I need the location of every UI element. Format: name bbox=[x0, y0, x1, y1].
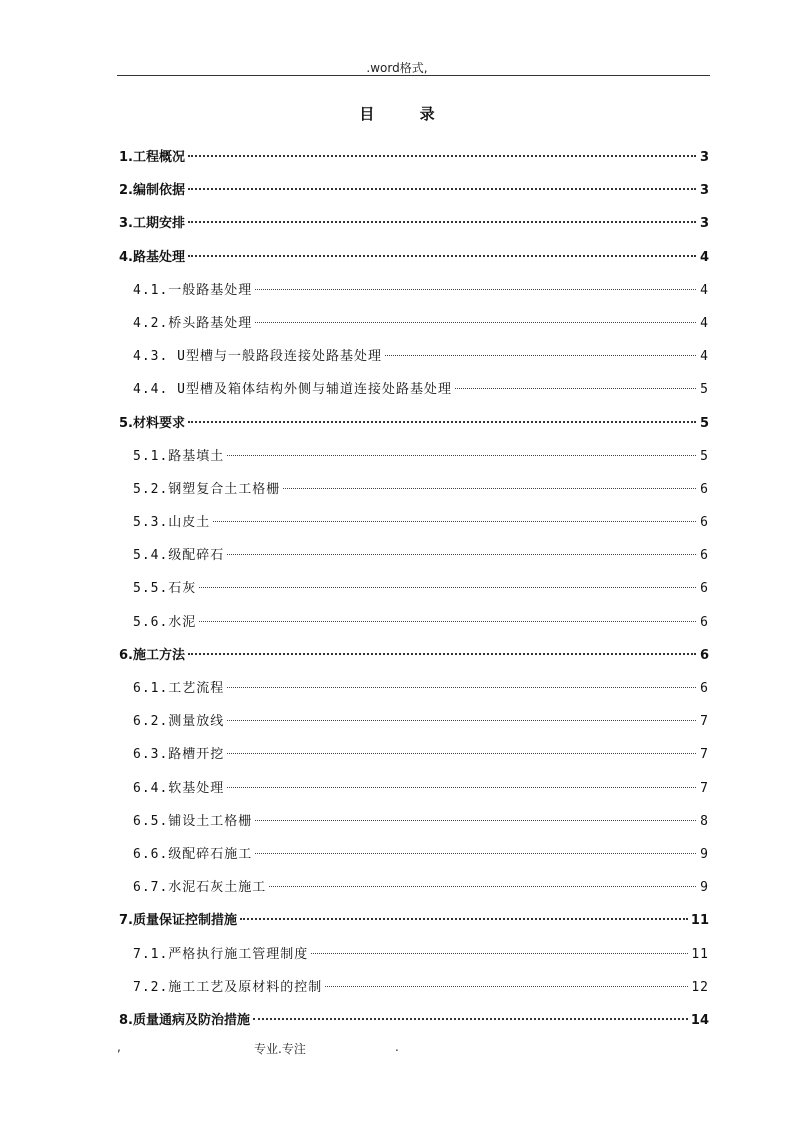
toc-title: 目 录 bbox=[359, 105, 455, 123]
toc-entry-label: 5.2.钢塑复合土工格栅 bbox=[133, 481, 281, 497]
toc-entry-page-number: 9 bbox=[700, 846, 709, 862]
footer-left-mark: , bbox=[117, 1040, 121, 1054]
toc-entry-label: 1.工程概况 bbox=[119, 150, 185, 165]
toc-entry[interactable] bbox=[119, 245, 709, 278]
toc-dot-leader bbox=[188, 255, 696, 257]
toc-entry-label: 2.编制依据 bbox=[119, 183, 185, 199]
toc-dot-leader bbox=[227, 787, 696, 788]
toc-dot-leader bbox=[188, 155, 696, 157]
toc-entry-label: 4.1.一般路基处理 bbox=[133, 282, 253, 298]
toc-entry-page-number: 6 bbox=[700, 581, 709, 597]
toc-entry[interactable] bbox=[119, 676, 709, 709]
toc-entry-page-number: 6 bbox=[699, 647, 709, 663]
toc-entry[interactable] bbox=[119, 709, 709, 742]
toc-entry[interactable] bbox=[119, 576, 709, 609]
toc-entry[interactable] bbox=[119, 145, 709, 178]
page-header-text: .word格式, bbox=[366, 61, 428, 75]
toc-entry-label: 4.4. U型槽及箱体结构外侧与辅道连接处路基处理 bbox=[133, 382, 452, 398]
toc-dot-leader bbox=[227, 455, 696, 456]
toc-entry-page-number: 9 bbox=[700, 880, 709, 896]
toc-entry[interactable] bbox=[119, 178, 709, 211]
toc-entry-label: 4.3. U型槽与一般路段连接处路基处理 bbox=[133, 349, 382, 365]
toc-entry[interactable] bbox=[119, 975, 709, 1008]
toc-entry[interactable] bbox=[119, 742, 709, 775]
toc-entry-label: 6.施工方法 bbox=[119, 647, 185, 663]
toc-entry-page-number: 11 bbox=[691, 946, 709, 962]
toc-dot-leader bbox=[188, 653, 696, 655]
toc-entry-label: 7.质量保证控制措施 bbox=[119, 913, 237, 929]
toc-entry-page-number: 6 bbox=[700, 481, 709, 497]
toc-entry-page-number: 5 bbox=[700, 382, 709, 398]
table-of-contents bbox=[119, 145, 709, 1041]
toc-entry-label: 6.2.测量放线 bbox=[133, 714, 225, 730]
toc-entry[interactable] bbox=[119, 1008, 709, 1041]
toc-entry-label: 5.1.路基填土 bbox=[133, 448, 225, 464]
toc-entry-label: 6.3.路槽开挖 bbox=[133, 747, 225, 763]
toc-entry-label: 6.4.软基处理 bbox=[133, 780, 225, 796]
toc-entry-page-number: 5 bbox=[699, 415, 709, 431]
toc-entry-label: 5.3.山皮土 bbox=[133, 515, 211, 531]
toc-entry[interactable] bbox=[119, 411, 709, 444]
toc-entry-page-number: 5 bbox=[700, 448, 709, 464]
toc-dot-leader bbox=[188, 188, 696, 190]
toc-entry-label: 6.1.工艺流程 bbox=[133, 681, 225, 696]
toc-entry[interactable] bbox=[119, 278, 709, 311]
toc-entry-label: 3.工期安排 bbox=[119, 216, 185, 232]
toc-dot-leader bbox=[227, 554, 696, 555]
toc-entry[interactable] bbox=[119, 311, 709, 344]
toc-entry-label: 5.材料要求 bbox=[119, 415, 185, 431]
toc-entry[interactable] bbox=[119, 444, 709, 477]
toc-entry[interactable] bbox=[119, 510, 709, 543]
toc-dot-leader bbox=[253, 1018, 688, 1020]
toc-entry[interactable] bbox=[119, 842, 709, 875]
toc-entry-page-number: 4 bbox=[700, 282, 709, 298]
toc-entry-page-number: 3 bbox=[699, 216, 709, 232]
toc-entry-page-number: 4 bbox=[699, 249, 709, 265]
toc-entry-label: 7.2.施工工艺及原材料的控制 bbox=[133, 979, 323, 995]
toc-dot-leader bbox=[311, 953, 688, 954]
toc-entry-page-number: 7 bbox=[700, 780, 709, 796]
toc-dot-leader bbox=[283, 488, 696, 489]
toc-entry-label: 4.2.桥头路基处理 bbox=[133, 315, 253, 331]
toc-entry-page-number: 4 bbox=[700, 315, 709, 331]
footer-right-mark: . bbox=[395, 1040, 399, 1054]
toc-entry-page-number: 3 bbox=[699, 183, 709, 199]
toc-entry-label: 7.1.严格执行施工管理制度 bbox=[133, 946, 309, 962]
toc-entry[interactable] bbox=[119, 344, 709, 377]
toc-entry-page-number: 14 bbox=[690, 1012, 709, 1028]
toc-entry[interactable] bbox=[119, 908, 709, 941]
toc-dot-leader bbox=[188, 221, 696, 223]
toc-entry[interactable] bbox=[119, 477, 709, 510]
toc-dot-leader bbox=[325, 986, 688, 987]
toc-entry-label: 5.4.级配碎石 bbox=[133, 548, 225, 564]
toc-dot-leader bbox=[227, 720, 696, 721]
toc-entry-page-number: 6 bbox=[700, 681, 709, 696]
footer-center-text: 专业.专注 bbox=[254, 1042, 306, 1056]
toc-entry-page-number: 6 bbox=[700, 548, 709, 564]
toc-entry-page-number: 7 bbox=[700, 747, 709, 763]
toc-dot-leader bbox=[255, 322, 696, 323]
toc-entry-page-number: 6 bbox=[700, 515, 709, 531]
toc-entry-label: 4.路基处理 bbox=[119, 249, 185, 265]
toc-entry[interactable] bbox=[119, 643, 709, 676]
toc-entry[interactable] bbox=[119, 610, 709, 643]
toc-dot-leader bbox=[188, 421, 696, 423]
toc-entry-label: 5.5.石灰 bbox=[133, 581, 197, 597]
toc-dot-leader bbox=[255, 820, 696, 821]
toc-dot-leader bbox=[227, 753, 696, 754]
toc-dot-leader bbox=[213, 521, 696, 522]
toc-entry[interactable] bbox=[119, 377, 709, 410]
toc-dot-leader bbox=[455, 388, 696, 389]
toc-dot-leader bbox=[269, 886, 696, 887]
toc-entry-page-number: 8 bbox=[700, 813, 709, 829]
toc-entry[interactable] bbox=[119, 211, 709, 244]
toc-entry[interactable] bbox=[119, 875, 709, 908]
toc-entry-label: 6.6.级配碎石施工 bbox=[133, 846, 253, 862]
toc-entry-page-number: 7 bbox=[700, 714, 709, 730]
toc-entry[interactable] bbox=[119, 942, 709, 975]
toc-dot-leader bbox=[255, 853, 696, 854]
toc-entry-page-number: 6 bbox=[700, 614, 709, 630]
toc-entry-label: 6.5.铺设土工格栅 bbox=[133, 813, 253, 829]
toc-dot-leader bbox=[199, 621, 696, 622]
toc-entry[interactable] bbox=[119, 776, 709, 809]
toc-entry[interactable] bbox=[119, 809, 709, 842]
toc-entry-page-number: 4 bbox=[700, 349, 709, 365]
toc-dot-leader bbox=[240, 918, 688, 920]
toc-entry-label: 5.6.水泥 bbox=[133, 614, 197, 630]
header-rule bbox=[117, 75, 710, 76]
toc-entry[interactable] bbox=[119, 543, 709, 576]
toc-dot-leader bbox=[255, 289, 696, 290]
toc-entry-label: 6.7.水泥石灰土施工 bbox=[133, 880, 267, 896]
toc-entry-page-number: 3 bbox=[699, 150, 709, 165]
toc-entry-page-number: 12 bbox=[691, 979, 709, 995]
toc-dot-leader bbox=[385, 355, 696, 356]
toc-dot-leader bbox=[227, 687, 696, 688]
toc-entry-page-number: 11 bbox=[690, 913, 709, 929]
toc-dot-leader bbox=[199, 587, 696, 588]
toc-entry-label: 8.质量通病及防治措施 bbox=[119, 1012, 250, 1028]
